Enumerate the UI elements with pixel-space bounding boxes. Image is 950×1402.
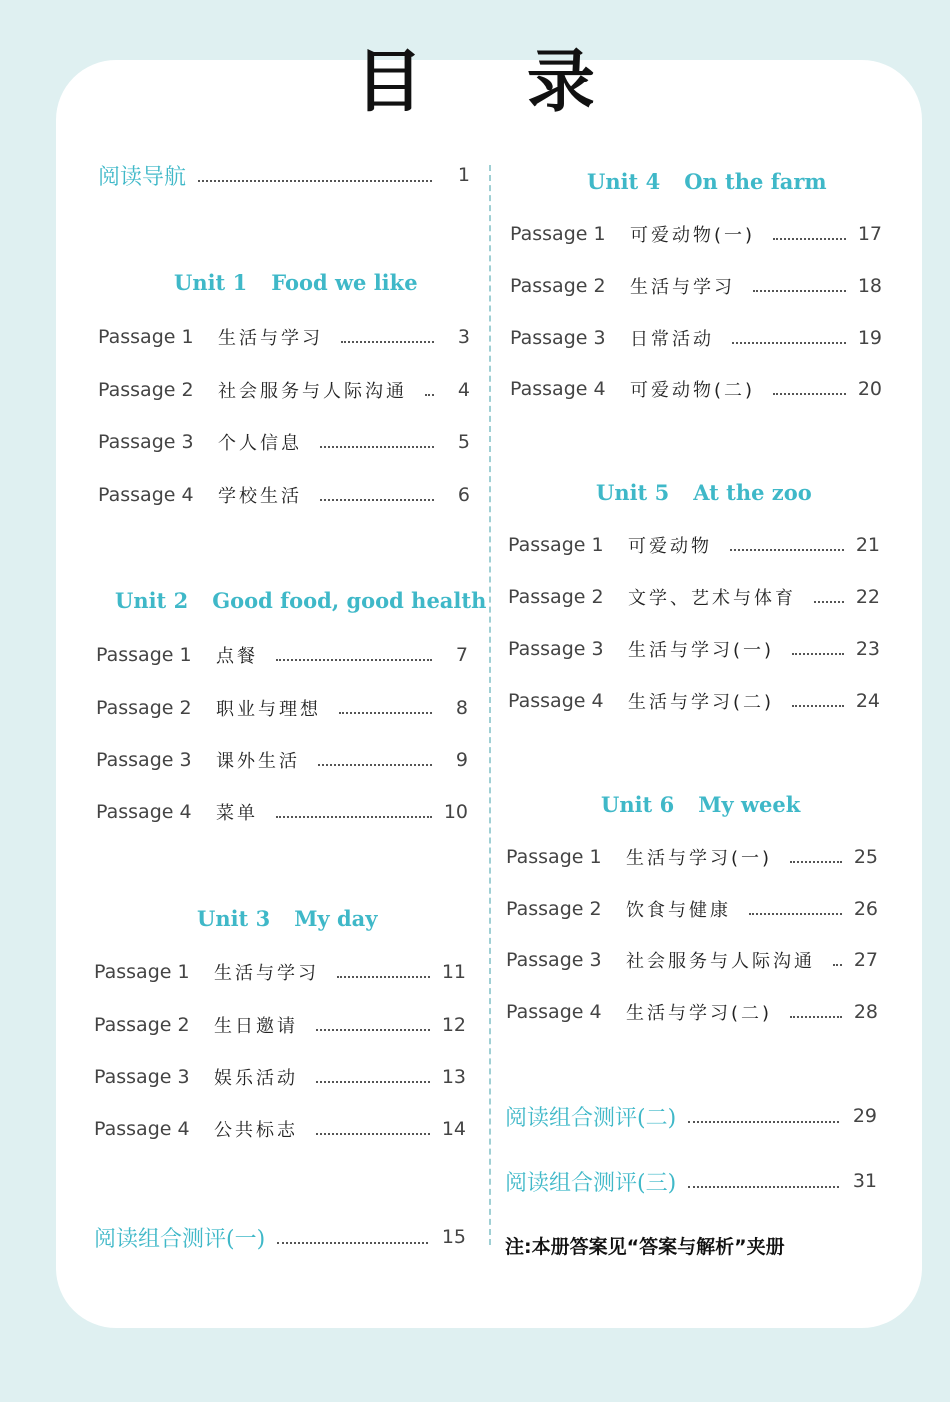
passage-label: Passage 3 (94, 1066, 190, 1088)
passage-topic: 菜单 (216, 803, 258, 824)
passage-row[interactable] (506, 945, 878, 975)
page-number: 19 (857, 327, 882, 349)
unit-title: On the farm (684, 169, 827, 194)
leader-dots (276, 806, 432, 818)
passage-row[interactable] (98, 480, 470, 510)
page-number: 28 (853, 1001, 878, 1023)
passage-row[interactable] (510, 219, 882, 249)
passage-topic: 生活与学习(二) (626, 1003, 773, 1024)
unit-title: Food we like (271, 270, 418, 295)
passage-topic: 生活与学习 (218, 328, 323, 349)
passage-topic: 社会服务与人际沟通 (218, 381, 407, 402)
column-divider (489, 165, 491, 1245)
leader-dots (749, 903, 842, 915)
unit-number: Unit 2 (115, 588, 189, 613)
page-number: 29 (852, 1105, 877, 1127)
page-number: 5 (457, 431, 470, 453)
leader-dots (198, 168, 432, 182)
unit-number: Unit 6 (601, 792, 675, 817)
passage-row[interactable] (508, 530, 880, 560)
passage-topic: 职业与理想 (216, 699, 321, 720)
passage-topic: 社会服务与人际沟通 (626, 951, 815, 972)
passage-row[interactable] (98, 375, 470, 405)
leader-dots (773, 383, 846, 395)
intro-label: 阅读导航 (98, 164, 187, 190)
passage-row[interactable] (506, 894, 878, 924)
unit-6-heading (601, 792, 800, 817)
toc-test-1[interactable] (94, 1222, 466, 1252)
leader-dots (277, 1230, 428, 1244)
leader-dots (792, 695, 844, 707)
passage-label: Passage 1 (508, 534, 604, 556)
passage-label: Passage 3 (510, 327, 606, 349)
passage-row[interactable] (510, 323, 882, 353)
leader-dots (341, 331, 434, 343)
page-number: 1 (457, 164, 470, 186)
leader-dots (792, 643, 844, 655)
passage-topic: 可爱动物(二) (630, 380, 756, 401)
passage-row[interactable] (94, 1062, 466, 1092)
passage-label: Passage 3 (508, 638, 604, 660)
leader-dots (753, 280, 846, 292)
leader-dots (790, 851, 842, 863)
passage-row[interactable] (506, 997, 878, 1027)
passage-topic: 生日邀请 (214, 1016, 298, 1037)
page-number: 4 (457, 379, 470, 401)
leader-dots (316, 1071, 430, 1083)
unit-title: Good food, good health (212, 588, 487, 613)
passage-topic: 公共标志 (214, 1120, 298, 1141)
page-number: 12 (441, 1014, 466, 1036)
passage-topic: 生活与学习(一) (626, 848, 773, 869)
unit-number: Unit 1 (174, 270, 248, 295)
passage-label: Passage 1 (506, 846, 602, 868)
answer-note: 注:本册答案见“答案与解析”夹册 (505, 1236, 785, 1258)
leader-dots (833, 954, 842, 966)
passage-label: Passage 3 (98, 431, 194, 453)
passage-topic: 生活与学习(一) (628, 640, 775, 661)
passage-row[interactable] (508, 634, 880, 664)
leader-dots (337, 966, 430, 978)
toc-test-2[interactable] (505, 1101, 877, 1131)
unit-number: Unit 3 (197, 906, 271, 931)
passage-label: Passage 4 (94, 1118, 190, 1140)
leader-dots (316, 1019, 430, 1031)
passage-topic: 学校生活 (218, 486, 302, 507)
test-label: 阅读组合测评(一) (94, 1226, 266, 1252)
passage-label: Passage 3 (506, 949, 602, 971)
page-number: 26 (853, 898, 878, 920)
passage-label: Passage 2 (508, 586, 604, 608)
unit-2-heading (115, 588, 486, 613)
test-label: 阅读组合测评(二) (505, 1105, 677, 1131)
leader-dots (316, 1123, 430, 1135)
page-number: 15 (441, 1226, 466, 1248)
test-label: 阅读组合测评(三) (505, 1170, 677, 1196)
page-number: 21 (855, 534, 880, 556)
passage-topic: 点餐 (216, 646, 258, 667)
leader-dots (320, 436, 434, 448)
passage-row[interactable] (98, 322, 470, 352)
unit-1-heading (174, 270, 418, 295)
passage-row[interactable] (96, 693, 468, 723)
unit-3-heading (197, 906, 377, 931)
passage-label: Passage 2 (96, 697, 192, 719)
passage-topic: 生活与学习(二) (628, 692, 775, 713)
passage-label: Passage 1 (510, 223, 606, 245)
page-number: 9 (455, 749, 468, 771)
passage-topic: 生活与学习 (214, 963, 319, 984)
passage-label: Passage 4 (98, 484, 194, 506)
unit-title: My week (698, 792, 801, 817)
page-number: 13 (441, 1066, 466, 1088)
unit-4-heading (587, 169, 827, 194)
page-number: 14 (441, 1118, 466, 1140)
passage-topic: 个人信息 (218, 433, 302, 454)
unit-5-heading (596, 480, 812, 505)
page-number: 18 (857, 275, 882, 297)
passage-topic: 可爱动物(一) (630, 225, 756, 246)
leader-dots (320, 489, 434, 501)
passage-topic: 可爱动物 (628, 536, 712, 557)
unit-title: My day (294, 906, 378, 931)
unit-title: At the zoo (693, 480, 812, 505)
passage-row[interactable] (508, 686, 880, 716)
leader-dots (339, 702, 432, 714)
passage-label: Passage 3 (96, 749, 192, 771)
page-number: 3 (457, 326, 470, 348)
leader-dots (276, 649, 432, 661)
leader-dots (732, 332, 846, 344)
passage-label: Passage 4 (96, 801, 192, 823)
unit-number: Unit 5 (596, 480, 670, 505)
passage-topic: 饮食与健康 (626, 900, 731, 921)
passage-label: Passage 4 (506, 1001, 602, 1023)
passage-label: Passage 1 (98, 326, 194, 348)
passage-label: Passage 2 (94, 1014, 190, 1036)
passage-row[interactable] (94, 957, 466, 987)
leader-dots (425, 384, 434, 396)
page-number: 31 (852, 1170, 877, 1192)
page-number: 24 (855, 690, 880, 712)
page-number: 23 (855, 638, 880, 660)
page-number: 10 (443, 801, 468, 823)
passage-topic: 生活与学习 (630, 277, 735, 298)
page-number: 11 (441, 961, 466, 983)
page-number: 8 (455, 697, 468, 719)
leader-dots (688, 1109, 839, 1123)
leader-dots (730, 539, 844, 551)
leader-dots (790, 1006, 842, 1018)
page-number: 22 (855, 586, 880, 608)
toc-test-3[interactable] (505, 1166, 877, 1196)
passage-topic: 日常活动 (630, 329, 714, 350)
passage-row[interactable] (94, 1114, 466, 1144)
passage-label: Passage 4 (510, 378, 606, 400)
toc-intro[interactable] (98, 160, 470, 190)
passage-row[interactable] (508, 582, 880, 612)
passage-row[interactable] (510, 374, 882, 404)
page-title: 目 录 (355, 43, 635, 122)
page-number: 6 (457, 484, 470, 506)
page-number: 20 (857, 378, 882, 400)
passage-label: Passage 2 (98, 379, 194, 401)
passage-row[interactable] (506, 842, 878, 872)
leader-dots (814, 591, 844, 603)
unit-number: Unit 4 (587, 169, 661, 194)
passage-topic: 娱乐活动 (214, 1068, 298, 1089)
leader-dots (773, 228, 846, 240)
passage-row[interactable] (96, 640, 468, 670)
passage-label: Passage 2 (510, 275, 606, 297)
passage-label: Passage 4 (508, 690, 604, 712)
passage-label: Passage 2 (506, 898, 602, 920)
passage-row[interactable] (96, 797, 468, 827)
page-number: 27 (853, 949, 878, 971)
leader-dots (318, 754, 432, 766)
passage-row[interactable] (98, 427, 470, 457)
passage-label: Passage 1 (94, 961, 190, 983)
page-number: 7 (455, 644, 468, 666)
passage-topic: 文学、艺术与体育 (628, 588, 796, 609)
passage-label: Passage 1 (96, 644, 192, 666)
page-number: 25 (853, 846, 878, 868)
leader-dots (688, 1174, 839, 1188)
passage-row[interactable] (96, 745, 468, 775)
passage-topic: 课外生活 (216, 751, 300, 772)
page-number: 17 (857, 223, 882, 245)
passage-row[interactable] (94, 1010, 466, 1040)
passage-row[interactable] (510, 271, 882, 301)
